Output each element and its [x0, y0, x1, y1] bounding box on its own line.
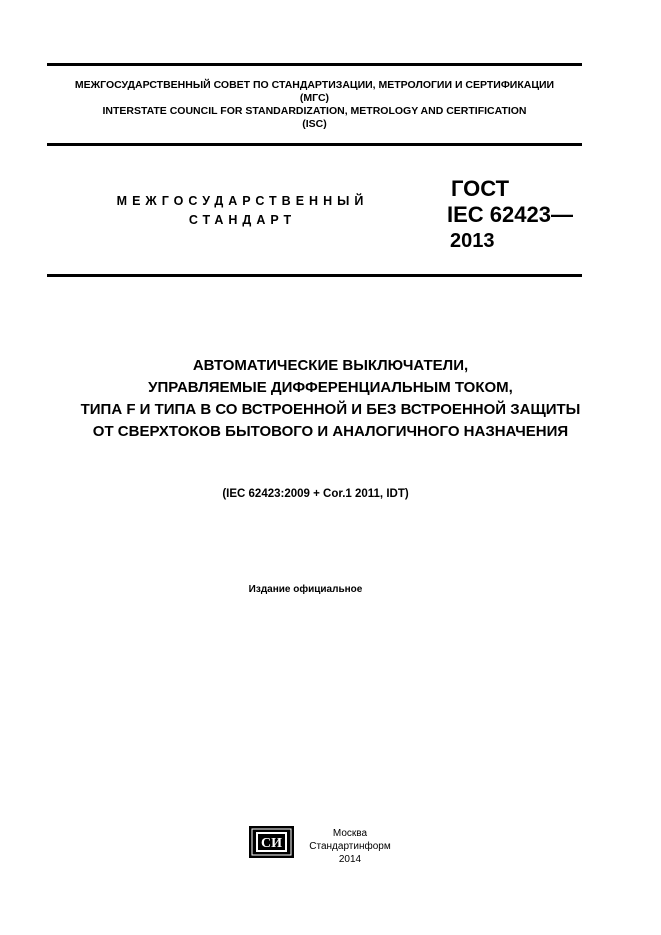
- standartinform-logo-icon: [249, 826, 294, 858]
- gost-label: ГОСТ: [451, 176, 510, 201]
- publisher-city: Москва: [332, 828, 368, 839]
- document-title: [20, 355, 641, 443]
- council-ru: МЕЖГОСУДАРСТВЕННЫЙ СОВЕТ ПО СТАНДАРТИЗАЦИИ, МЕТРОЛОГИИ И СЕРТИФИКАЦИИ: [74, 79, 555, 91]
- publisher-info: [300, 827, 400, 866]
- standard-number: IEC 62423—: [447, 202, 573, 227]
- designation-bottom-rule: [47, 274, 582, 277]
- standard-type-line1: МЕЖГОСУДАРСТВЕННЫЙ: [116, 194, 369, 208]
- header-bottom-rule: [47, 143, 582, 146]
- edition-label: Издание официальное: [248, 584, 363, 595]
- title-line-1: АВТОМАТИЧЕСКИЕ ВЫКЛЮЧАТЕЛИ,: [192, 357, 469, 374]
- publisher-name: Стандартинформ: [309, 841, 391, 852]
- standard-year: 2013: [450, 230, 495, 252]
- logo-text: СИ: [261, 836, 282, 851]
- title-line-4: ОТ СВЕРХТОКОВ БЫТОВОГО И АНАЛОГИЧНОГО НАЗНАЧЕНИЯ: [92, 423, 569, 440]
- council-en-abbr: (ISC): [302, 118, 327, 130]
- iec-reference: (IEC 62423:2009 + Cor.1 2011, IDT): [222, 488, 409, 500]
- council-ru-abbr: (МГС): [299, 92, 330, 104]
- council-header: [47, 79, 582, 131]
- publisher-year: 2014: [338, 854, 362, 865]
- standard-type: [100, 192, 385, 230]
- title-line-3: ТИПА F И ТИПА B СО ВСТРОЕННОЙ И БЕЗ ВСТРОЕННОЙ ЗАЩИТЫ: [80, 401, 581, 418]
- top-rule: [47, 63, 582, 66]
- title-line-2: УПРАВЛЯЕМЫЕ ДИФФЕРЕНЦИАЛЬНЫМ ТОКОМ,: [148, 379, 513, 396]
- standard-type-line2: СТАНДАРТ: [188, 213, 297, 227]
- council-en: INTERSTATE COUNCIL FOR STANDARDIZATION, METROLOGY AND CERTIFICATION: [102, 105, 527, 117]
